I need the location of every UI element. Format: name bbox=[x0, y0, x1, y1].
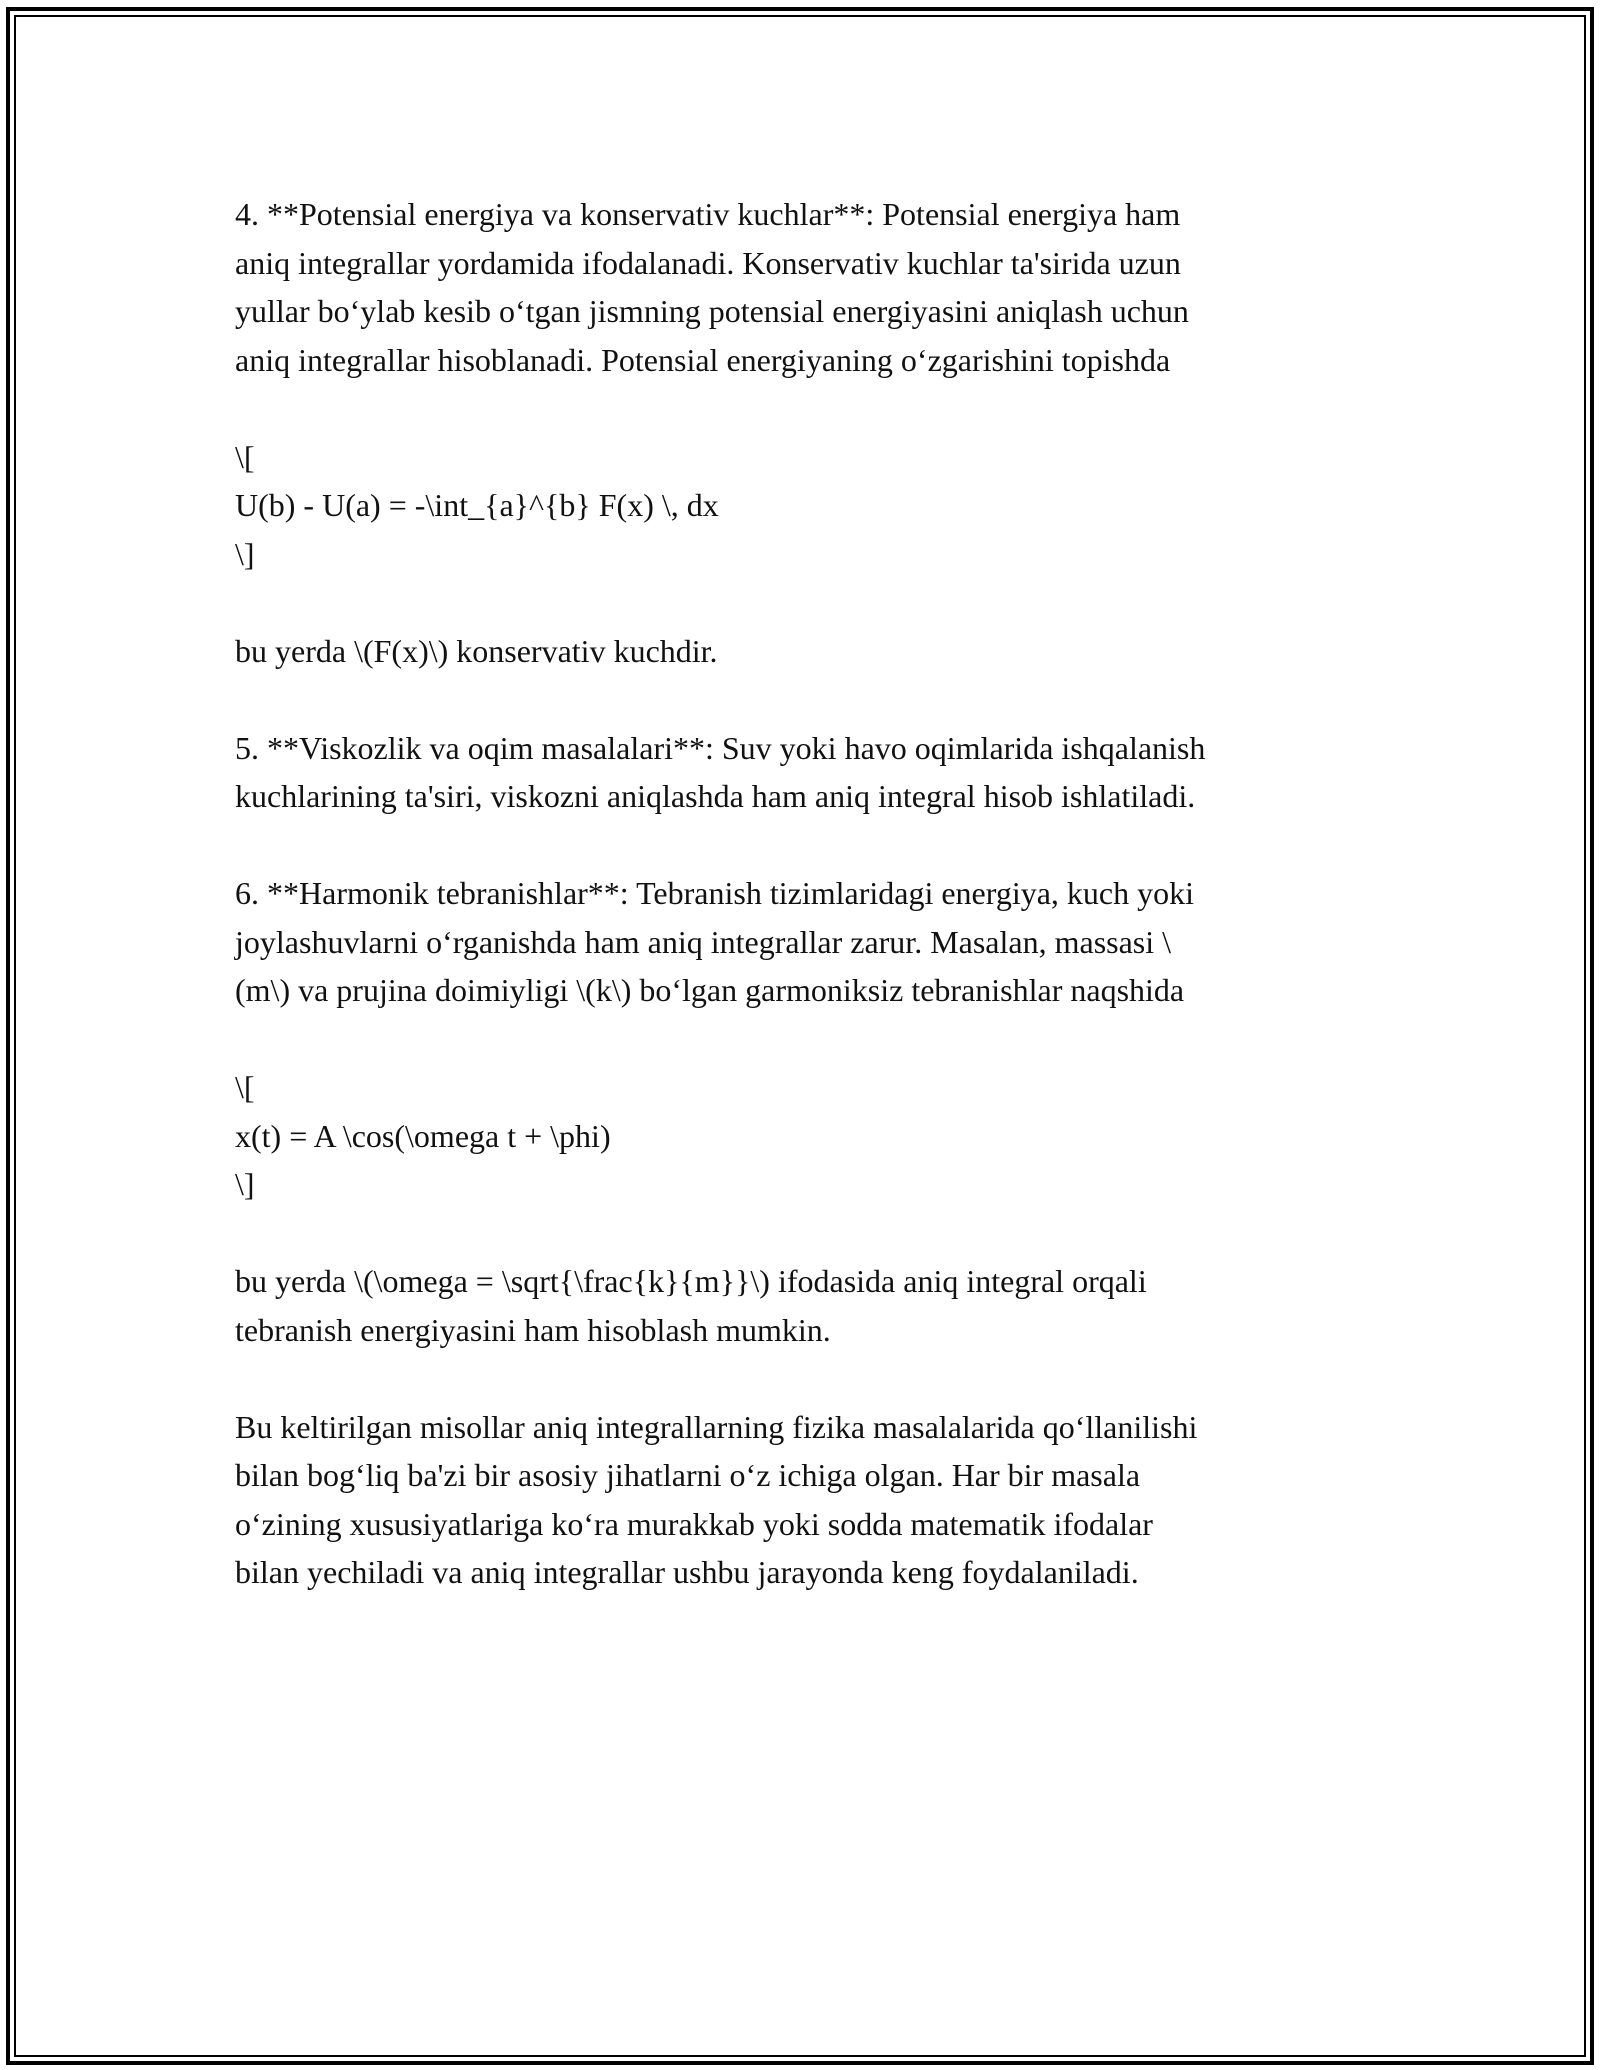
text-line: aniq integrallar yordamida ifodalanadi. Konservativ kuchlar ta'sirida uzun bbox=[235, 244, 1181, 281]
blank-line bbox=[235, 578, 1375, 627]
text-line: bu yerda \(F(x)\) konservativ kuchdir. bbox=[235, 632, 718, 669]
equation-line: U(b) - U(a) = -\int_{a}^{b} F(x) \, dx bbox=[235, 487, 719, 523]
text-line: yullar bo‘ylab kesib o‘tgan jismning potensial energiyasini aniqlash uchun bbox=[235, 293, 1189, 329]
blank-line bbox=[235, 1209, 1375, 1258]
text-line: Bu keltirilgan misollar aniq integrallarning fizika masalalarida qo‘llanilishi bbox=[235, 1408, 1198, 1445]
text-line: aniq integrallar hisoblanadi. Potensial energiyaning o‘zgarishini topishda bbox=[235, 341, 1171, 378]
text-line: tebranish energiyasini ham hisoblash mumkin. bbox=[235, 1311, 831, 1348]
text-line: bilan yechiladi va aniq integrallar ushbu jarayonda keng foydalaniladi. bbox=[235, 1554, 1139, 1590]
text-line: 4. **Potensial energiya va konservativ kuchlar**: Potensial energiya ham bbox=[235, 196, 1181, 232]
blank-line bbox=[235, 1015, 1375, 1064]
text-line: kuchlarining ta'siri, viskozni aniqlashda ham aniq integral hisob ishlatiladi. bbox=[235, 778, 1196, 814]
text-line: 6. **Harmonik tebranishlar**: Tebranish tizimlaridagi energiya, kuch yoki bbox=[235, 875, 1194, 911]
blank-line bbox=[235, 1354, 1375, 1403]
text-line: joylashuvlarni o‘rganishda ham aniq integrallar zarur. Masalan, massasi \ bbox=[235, 923, 1172, 960]
equation-line: x(t) = A \cos(\omega t + \phi) bbox=[235, 1117, 611, 1154]
equation-line: \] bbox=[235, 1166, 255, 1202]
document-body bbox=[235, 190, 1375, 1597]
blank-line bbox=[235, 384, 1375, 433]
text-line: (m\) va prujina doimiyligi \(k\) bo‘lgan garmoniksiz tebranishlar naqshida bbox=[235, 972, 1185, 1008]
equation-line: \[ bbox=[235, 438, 255, 475]
text-line: 5. **Viskozlik va oqim masalalari**: Suv yoki havo oqimlarida ishqalanish bbox=[235, 729, 1206, 766]
text-line: bu yerda \(\omega = \sqrt{\frac{k}{m}}\) ifodasida aniq integral orqali bbox=[235, 1263, 1147, 1299]
blank-line bbox=[235, 821, 1375, 870]
equation-line: \] bbox=[235, 535, 255, 572]
blank-line bbox=[235, 675, 1375, 724]
text-line: o‘zining xususiyatlariga ko‘ra murakkab yoki sodda matematik ifodalar bbox=[235, 1505, 1153, 1542]
text-line: bilan bog‘liq ba'zi bir asosiy jihatlarni o‘z ichiga olgan. Har bir masala bbox=[235, 1457, 1141, 1493]
equation-line: \[ bbox=[235, 1069, 255, 1105]
